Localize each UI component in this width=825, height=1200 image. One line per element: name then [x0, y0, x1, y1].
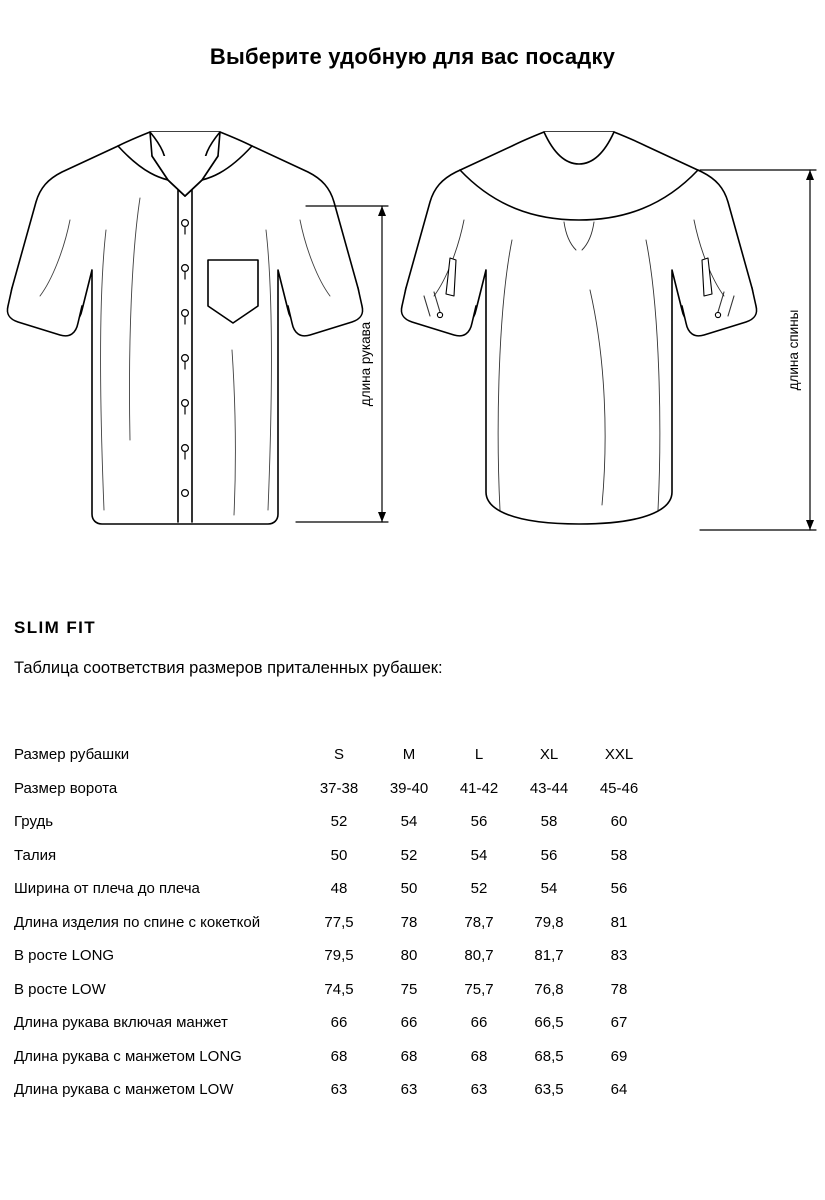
cell-xl: 79,8 — [534, 913, 564, 931]
cell-m: 63 — [400, 1081, 418, 1099]
cell-l: 75,7 — [464, 980, 494, 998]
table-row — [14, 1040, 654, 1074]
header-size-xl: XL — [539, 746, 559, 764]
size-table — [14, 738, 654, 1107]
cell-m: 52 — [400, 846, 418, 864]
header-size-l: L — [474, 746, 484, 764]
page-title: Выберите удобную для вас посадку — [209, 44, 616, 69]
cell-s: 52 — [330, 813, 348, 831]
cell-xl: 81,7 — [534, 947, 564, 965]
row-label: Талия — [14, 846, 57, 864]
cell-s: 50 — [330, 846, 348, 864]
row-label: В росте LONG — [14, 947, 115, 965]
cell-xl: 68,5 — [534, 1047, 564, 1065]
cell-xl: 43-44 — [529, 779, 569, 797]
cell-l: 63 — [470, 1081, 488, 1099]
cell-xl: 63,5 — [534, 1081, 564, 1099]
cell-xxl: 56 — [610, 880, 628, 898]
row-label: Длина рукава с манжетом LOW — [14, 1081, 234, 1099]
cell-xxl: 67 — [610, 1014, 628, 1032]
cell-l: 41-42 — [459, 779, 499, 797]
row-label: В росте LOW — [14, 980, 106, 998]
shirt-diagram-svg — [0, 110, 825, 570]
cell-l: 56 — [470, 813, 488, 831]
cell-m: 39-40 — [389, 779, 429, 797]
row-label: Длина рукава включая манжет — [14, 1014, 228, 1032]
cell-s: 79,5 — [324, 947, 354, 965]
cell-xxl: 60 — [610, 813, 628, 831]
cell-xl: 58 — [540, 813, 558, 831]
cell-xxl: 81 — [610, 913, 628, 931]
cell-l: 52 — [470, 880, 488, 898]
table-row — [14, 805, 654, 839]
table-row — [14, 973, 654, 1007]
header-size-s: S — [333, 746, 344, 764]
header-size-xxl: XXL — [604, 746, 634, 764]
table-header-row — [14, 738, 654, 772]
cell-xxl: 78 — [610, 980, 628, 998]
row-label: Ширина от плеча до плеча — [14, 880, 200, 898]
cell-l: 78,7 — [464, 913, 494, 931]
header-row-label: Размер рубашки — [14, 746, 130, 764]
row-label: Длина изделия по спине с кокеткой — [14, 913, 261, 931]
cell-s: 74,5 — [324, 980, 354, 998]
row-label: Длина рукава с манжетом LONG — [14, 1047, 242, 1065]
table-row — [14, 939, 654, 973]
cell-m: 75 — [400, 980, 418, 998]
cell-xl: 56 — [540, 846, 558, 864]
cell-s: 37-38 — [319, 779, 359, 797]
cell-s: 66 — [330, 1014, 348, 1032]
cell-m: 68 — [400, 1047, 418, 1065]
sleeve-length-label: длина рукава — [358, 321, 373, 407]
table-row — [14, 1006, 654, 1040]
cell-l: 66 — [470, 1014, 488, 1032]
cell-xxl: 69 — [610, 1047, 628, 1065]
cell-s: 77,5 — [324, 913, 354, 931]
table-row — [14, 839, 654, 873]
fit-name: SLIM FIT — [14, 618, 97, 637]
cell-m: 54 — [400, 813, 418, 831]
cell-s: 48 — [330, 880, 348, 898]
size-table-head — [14, 738, 654, 772]
cell-s: 63 — [330, 1081, 348, 1099]
front-shirt-illustration — [7, 132, 362, 524]
table-row — [14, 906, 654, 940]
cell-xxl: 83 — [610, 947, 628, 965]
table-caption: Таблица соответствия размеров приталенных рубашек: — [14, 659, 443, 677]
row-label: Грудь — [14, 813, 54, 831]
table-row — [14, 872, 654, 906]
row-label: Размер ворота — [14, 779, 118, 797]
cell-m: 78 — [400, 913, 418, 931]
cell-l: 54 — [470, 846, 488, 864]
table-row — [14, 772, 654, 806]
cell-m: 50 — [400, 880, 418, 898]
cell-m: 66 — [400, 1014, 418, 1032]
cell-xl: 66,5 — [534, 1014, 564, 1032]
cell-xxl: 58 — [610, 846, 628, 864]
table-row — [14, 1073, 654, 1107]
header-size-m: M — [402, 746, 416, 764]
cell-m: 80 — [400, 947, 418, 965]
cell-xxl: 64 — [610, 1081, 628, 1099]
cell-xxl: 45-46 — [599, 779, 639, 797]
size-table-body — [14, 772, 654, 1107]
back-length-label: длина спины — [786, 309, 801, 391]
cell-s: 68 — [330, 1047, 348, 1065]
cell-l: 80,7 — [464, 947, 494, 965]
shirt-illustration-area — [0, 110, 825, 570]
cell-l: 68 — [470, 1047, 488, 1065]
back-shirt-illustration — [401, 132, 756, 524]
cell-xl: 54 — [540, 880, 558, 898]
cell-xl: 76,8 — [534, 980, 564, 998]
